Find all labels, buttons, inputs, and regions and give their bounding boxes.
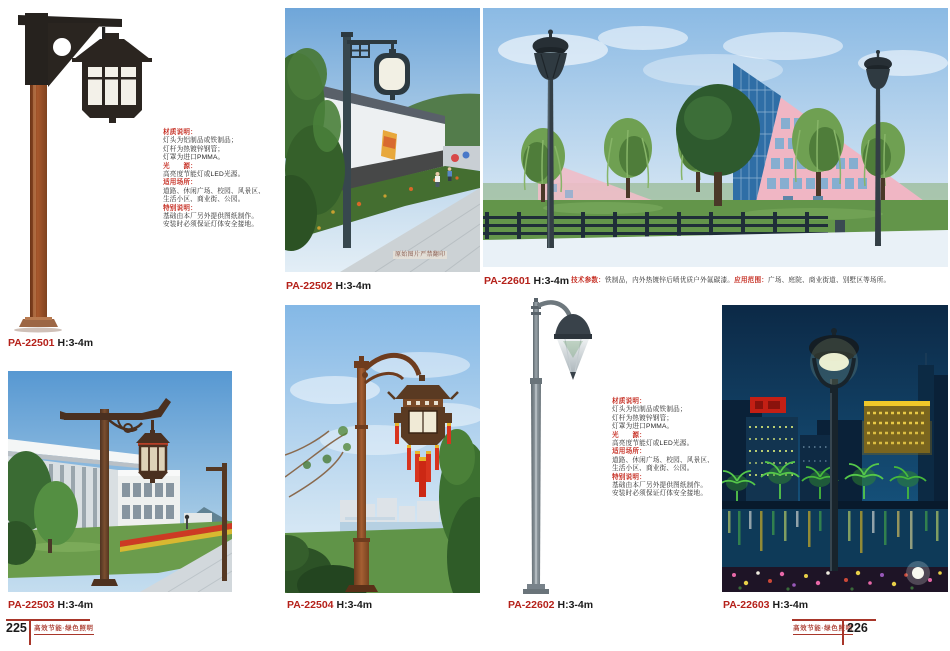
spec-block-left [163,129,293,230]
night-city-lamp-scene [722,305,948,592]
garden-lamps-campus-scene [483,8,948,267]
spec-line: 灯罩为进口PMMA。 [612,423,674,431]
tech-param-text: 铁制品，内外热镀锌后喷优质户外氟碳漆。 [604,277,735,284]
product-height: H:3-4m [557,599,594,611]
spec-heading: 特别说明： [612,473,646,481]
product-height: H:3-4m [336,599,373,611]
pa22501-illustration [10,5,165,333]
spec-line: 安装时必须保证灯体安全接地。 [612,490,708,498]
product-label-pa22503 [8,595,93,613]
product-label-pa22601 [484,271,569,289]
footer-slogan-left: 高效节能·绿色照明 [34,623,94,635]
product-label-pa22501 [8,333,93,351]
product-label-pa22504 [287,595,372,613]
spec-line: 灯头为铝制品或铁制品； [163,137,238,145]
lamp-head [554,314,592,380]
footer-divider-left [29,619,31,645]
lantern-head [72,33,152,123]
tech-param-label: 技术参数： [571,277,605,284]
pa22601-photo [483,8,948,267]
pa22504-photo [285,305,480,593]
spec-line: 灯杆为热镀锌钢管； [612,414,674,422]
ground-lamp [912,567,924,579]
product-code: PA-22501 [8,337,55,349]
tech-range-text: 广场、庭院、商业街道、别墅区等场所。 [768,277,891,284]
product-height: H:3-4m [335,280,372,292]
tech-range-label: 应用范围： [734,277,769,284]
street-lantern-scene [285,8,480,272]
spec-line: 高亮度节能灯或LED光源。 [612,440,694,448]
wooden-lantern-lamp-drawing [10,5,165,333]
spec-heading: 材质说明： [163,129,197,136]
lamp-pole [523,298,549,594]
spec-line: 高亮度节能灯或LED光源。 [163,171,245,179]
distant-street [443,146,480,170]
spec-line: 灯罩为进口PMMA。 [163,154,225,162]
product-label-pa22603 [723,595,808,613]
spec-heading: 适用场所： [612,448,646,456]
spec-heading: 光 源： [612,431,646,439]
palace-lantern-scene [285,305,480,593]
product-code: PA-22503 [8,599,55,611]
product-height: H:3-4m [772,599,809,611]
product-code: PA-22602 [508,599,555,611]
product-code: PA-22603 [723,599,770,611]
spec-line: 生活小区、商业街、公园。 [163,196,245,204]
spec-heading: 材质说明： [612,398,646,405]
spec-heading: 适用场所： [163,179,197,187]
copyright-watermark: 原始图片严禁翻印 [395,252,446,258]
footer-slogan-right: 高效节能·绿色照明 [793,623,853,635]
product-height: H:3-4m [57,337,94,349]
spec-line: 生活小区、商业街、公园。 [612,465,694,473]
spec-heading: 特别说明： [163,204,197,212]
tech-parameters [571,274,890,284]
page-number-left: 225 [6,621,27,635]
pa22603-photo [722,305,948,592]
product-label-pa22602 [508,595,593,613]
modern-lamp-drawing [505,296,610,596]
spec-heading: 光 源： [163,162,197,170]
pa22602-illustration [505,296,610,596]
hall-lantern-scene [8,371,232,592]
pa22502-photo [285,8,480,272]
spec-line: 基础由本厂另外提供图纸制作。 [163,213,259,221]
product-label-pa22502 [286,276,371,294]
spec-line: 道路、休闲广场、校园、风景区、 [163,187,265,195]
spec-line: 安装时必须保证灯体安全接地。 [163,221,259,229]
spec-line: 灯头为铝制品或铁制品； [612,406,687,414]
page-number-right: 226 [847,621,868,635]
product-code: PA-22601 [484,275,531,287]
lamp-pole [14,63,62,333]
product-height: H:3-4m [57,599,94,611]
spec-line: 基础由本厂另外提供图纸制作。 [612,482,708,490]
pa22503-photo [8,371,232,592]
product-height: H:3-4m [533,275,570,287]
product-code: PA-22502 [286,280,333,292]
lantern-head [136,430,170,483]
spec-line: 灯杆为热镀锌钢管； [163,145,225,153]
spec-line: 道路、休闲广场、校园、风景区、 [612,456,714,464]
product-code: PA-22504 [287,599,334,611]
